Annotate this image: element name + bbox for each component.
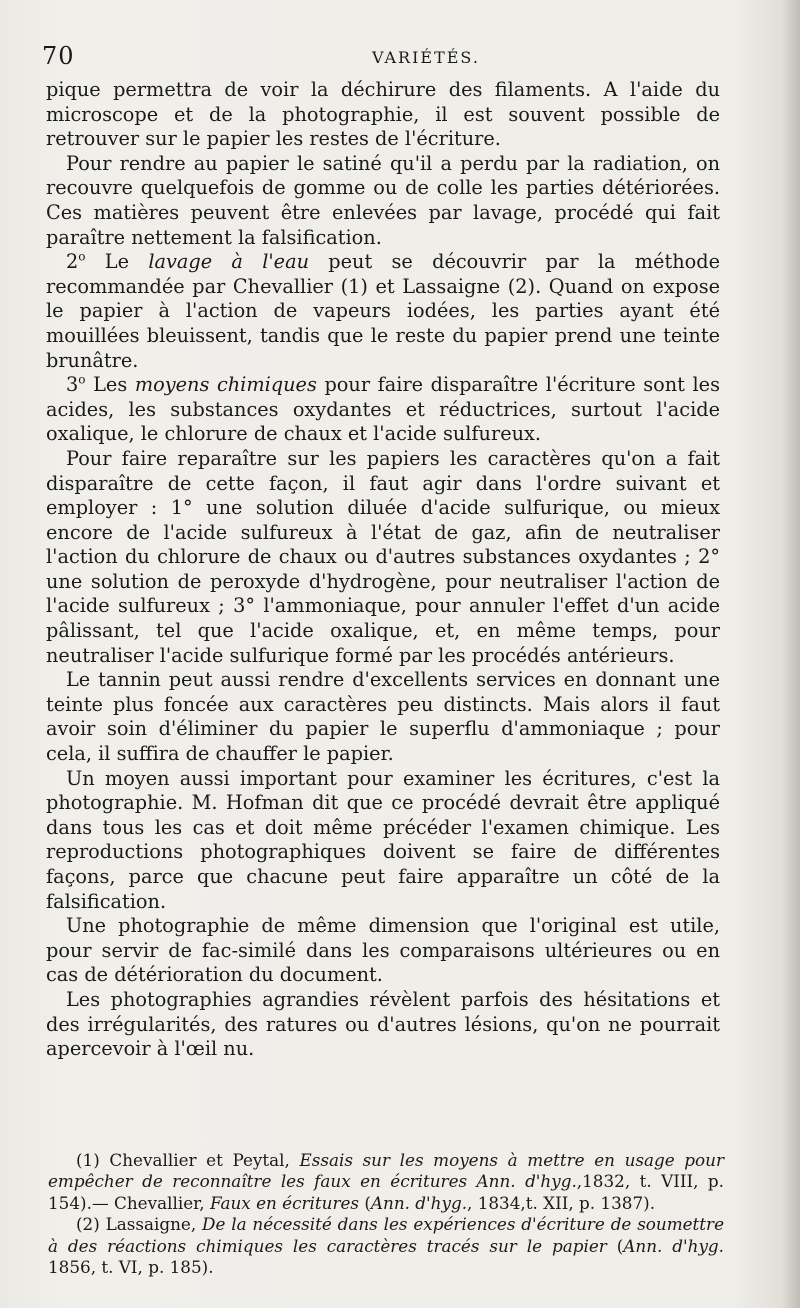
text-segment: ,1832, t. VIII, p. 154).— Chevallier, <box>48 1171 724 1213</box>
item-number-3: 3 <box>66 373 79 397</box>
text-segment: . Quand on expose le papier à l'action de vapeurs iodées, les parties ayant été mouillées bleuissent, tandis que le reste du papier prend une teinte brunâtre. <box>46 274 720 372</box>
ordinal-mark: o <box>78 249 86 264</box>
text-segment: (2) Lassaigne, <box>76 1214 202 1235</box>
footnote-ref-1: (1) <box>340 274 368 298</box>
text-segment: et Lassaigne <box>367 274 508 298</box>
paragraph-2: Pour rendre au papier le satiné qu'il a perdu par la radiation, on recouvre quelquefois de gomme ou de colle les parties détériorées. Ces matières peuvent être enlevées par lavage, procédé qui fait paraître nettement la falsification. <box>46 151 720 249</box>
running-head: VARIÉTÉS. <box>372 48 480 67</box>
text-segment: Les <box>85 373 135 397</box>
italic-journal: Ann. d'hyg. <box>623 1235 724 1256</box>
footnotes <box>48 1150 724 1278</box>
italic-title: Faux en écritures <box>209 1192 360 1213</box>
italic-journal: Ann. d'hyg. <box>370 1192 468 1213</box>
page-number: 70 <box>42 42 75 70</box>
page-header <box>42 42 742 72</box>
paragraph-4 <box>46 373 720 447</box>
paragraph-9: Les photographies agrandies révèlent parfois des hésitations et des irrégularités, des ratures ou d'autres lésions, qu'on ne pourrait apercevoir à l'œil nu. <box>46 987 720 1061</box>
italic-term: moyens chimiques <box>134 373 317 397</box>
text-segment: ( <box>606 1235 624 1256</box>
paragraph-3 <box>46 250 720 373</box>
paragraph-1: pique permettra de voir la déchirure des filaments. A l'aide du microscope et de la photographie, il est souvent possible de retrouver sur le papier les restes de l'écriture. <box>46 78 720 151</box>
paragraph-8: Une photographie de même dimension que l'original est utile, pour servir de fac-similé dans les comparaisons ultérieures ou en cas de détérioration du document. <box>46 914 720 987</box>
text-segment: , 1834,t. XII, p. 1387). <box>467 1192 656 1213</box>
italic-title: Essais sur les moyens à mettre en usage pour empêcher de reconnaître les faux en écritures Ann. d'hyg. <box>48 1150 724 1192</box>
text-segment: pour faire disparaître l'écriture sont les acides, les substances oxydantes et réductrices, surtout l'acide oxalique, le chlorure de chaux et l'acide sulfureux. <box>46 373 720 446</box>
footnote-ref-2: (2) <box>507 274 536 298</box>
text-segment: Le <box>85 250 149 274</box>
footnote-1 <box>48 1150 724 1214</box>
page-edge-shadow <box>782 0 800 1308</box>
text-segment: ( <box>359 1192 371 1213</box>
footnote-2 <box>48 1214 724 1278</box>
text-segment: peut se découvrir par la méthode recommandée par Chevallier <box>46 250 720 298</box>
italic-term: lavage à l'eau <box>148 250 310 274</box>
italic-title: De la nécessité dans les expériences d'écriture de soumettre à des réactions chimiques les caractères tracés sur le papier <box>48 1214 725 1256</box>
ordinal-mark: o <box>78 372 86 387</box>
paragraph-6: Le tannin peut aussi rendre d'excellents services en donnant une teinte plus foncée aux caractères peu distincts. Mais alors il faut avoir soin d'éliminer du papier le superflu d'ammoniaque ; pour cela, il suffira de chauffer le papier. <box>46 668 720 766</box>
paragraph-7: Un moyen aussi important pour examiner les écritures, c'est la photographie. M. Hofman dit que ce procédé devrait être appliqué dans tous les cas et doit même précéder l'examen chimique. Les reproductions photographiques doivent se faire de différentes façons, parce que chacune peut faire apparaître un côté de la falsification. <box>46 766 720 913</box>
text-segment: (1) Chevallier et Peytal, <box>76 1150 300 1170</box>
paragraph-5: Pour faire reparaître sur les papiers les caractères qu'on a fait disparaître de cette façon, il faut agir dans l'ordre suivant et employer : 1° une solution diluée d'acide sulfurique, ou mieux encore de l'acide sulfureux à l'état de gaz, afin de neutraliser l'action du chlorure de chaux ou d'autres substances oxydantes ; 2° une solution de peroxyde d'hydrogène, pour neutraliser l'action de l'acide sulfureux ; 3° l'ammoniaque, pour annuler l'effet d'un acide pâlissant, tel que l'acide oxalique, et, en même temps, pour neutraliser l'acide sulfurique formé par les procédés antérieurs. <box>46 446 720 667</box>
item-number-2: 2 <box>66 250 79 274</box>
body-text <box>46 78 720 1062</box>
text-segment: 1856, t. VI, p. 185). <box>48 1257 214 1278</box>
